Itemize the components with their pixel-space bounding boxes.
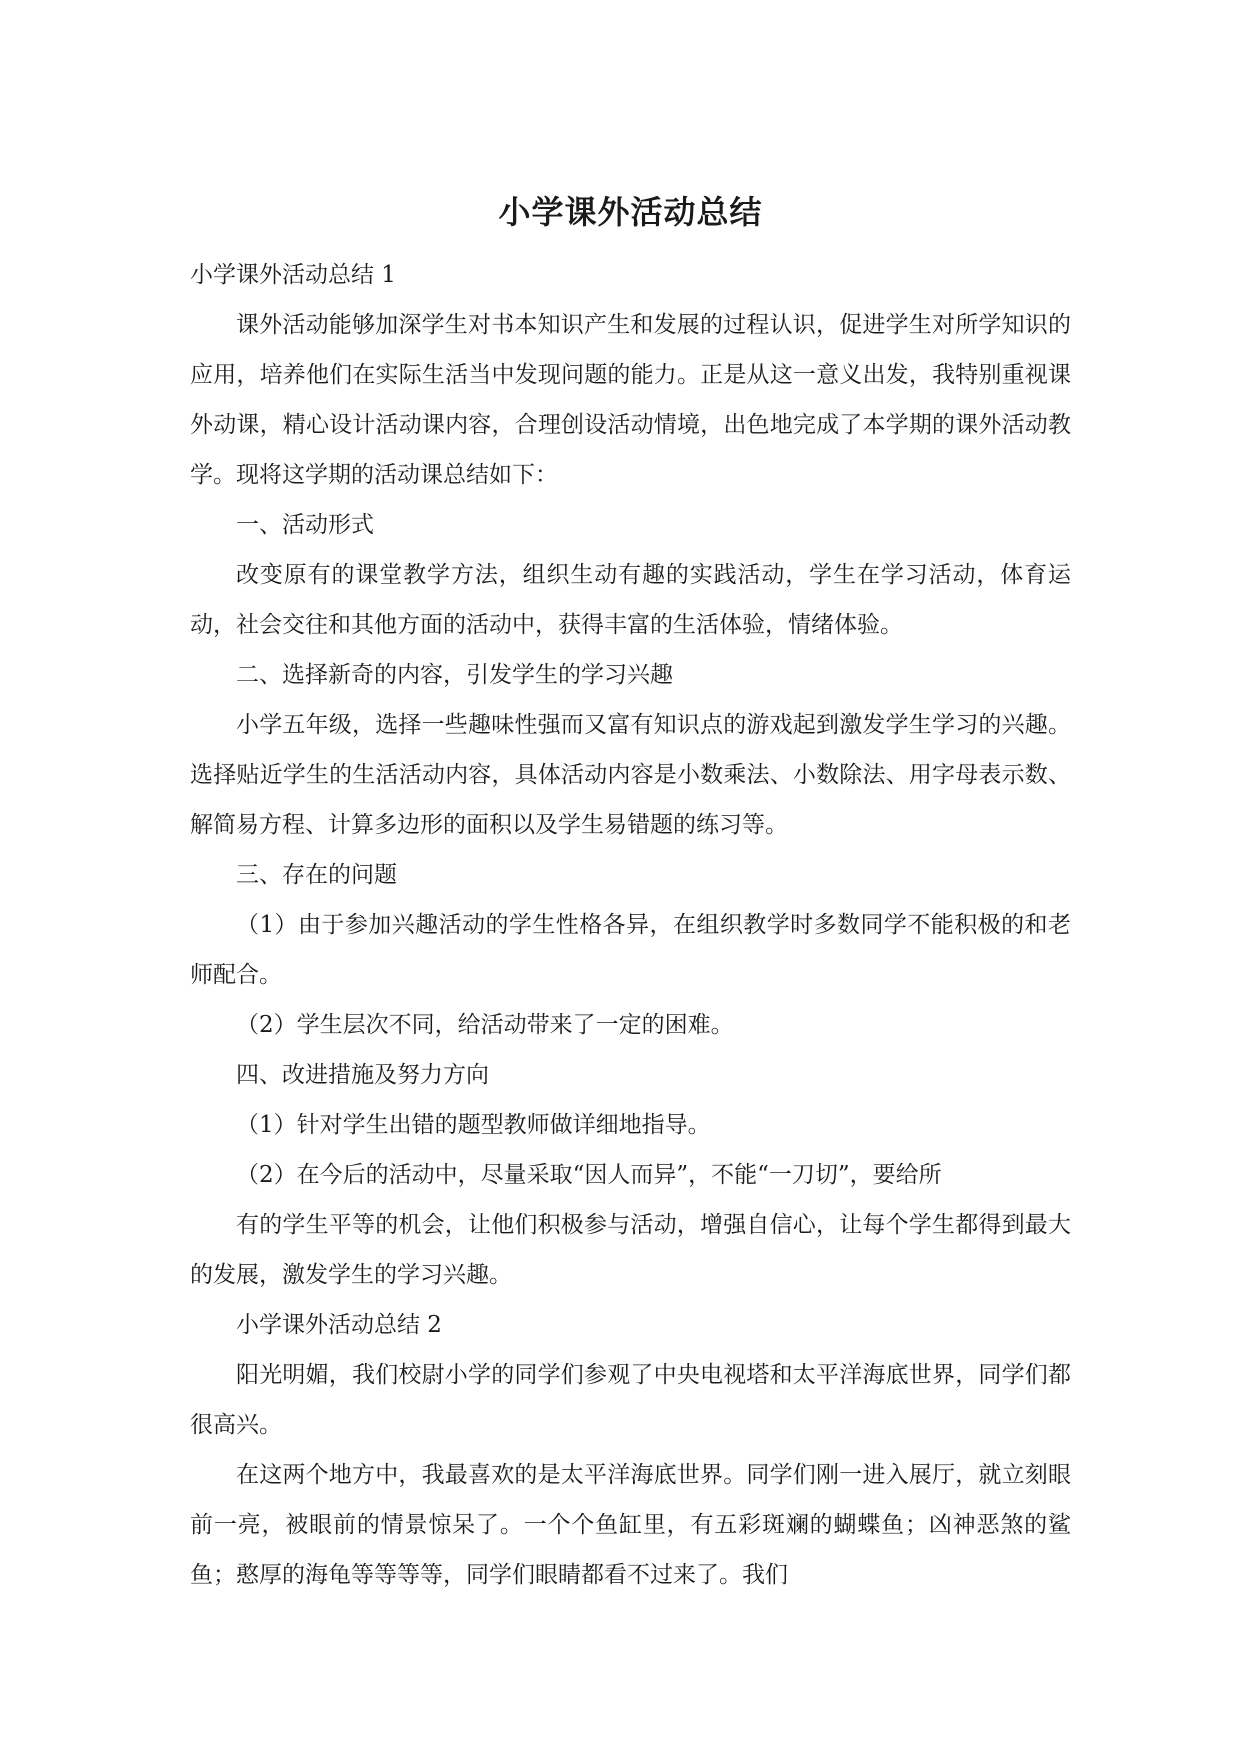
list-item: （2）学生层次不同，给活动带来了一定的困难。 — [236, 1012, 734, 1038]
paragraph: 课外活动能够加深学生对书本知识产生和发展的过程认识，促进学生对所学知识的应用，培养他们在实际生活当中发现问题的能力。正是从这一意义出发，我特别重视课外动课，精心设计活动课内容，合理创设活动情境，出色地完成了本学期的课外活动教学。现将这学期的活动课总结如下： — [190, 312, 1071, 488]
paragraph: 阳光明媚，我们校尉小学的同学们参观了中央电视塔和太平洋海底世界，同学们都很高兴。 — [190, 1362, 1071, 1438]
paragraph: 小学五年级，选择一些趣味性强而又富有知识点的游戏起到激发学生学习的兴趣。选择贴近学生的生活活动内容，具体活动内容是小数乘法、小数除法、用字母表示数、解简易方程、计算多边形的面积以及学生易错题的练习等。 — [190, 712, 1071, 838]
section-heading-2: 小学课外活动总结 2 — [236, 1312, 442, 1338]
list-item: （1）由于参加兴趣活动的学生性格各异，在组织教学时多数同学不能积极的和老师配合。 — [190, 912, 1071, 988]
subheading: 一、活动形式 — [236, 512, 374, 538]
paragraph: 在这两个地方中，我最喜欢的是太平洋海底世界。同学们刚一进入展厅，就立刻眼前一亮，被眼前的情景惊呆了。一个个鱼缸里，有五彩斑斓的蝴蝶鱼；凶神恶煞的鲨鱼；憨厚的海龟等等等等，同学们眼睛都看不过来了。我们 — [190, 1462, 1071, 1588]
paragraph: 有的学生平等的机会，让他们积极参与活动，增强自信心，让每个学生都得到最大的发展，激发学生的学习兴趣。 — [190, 1212, 1071, 1288]
subheading: 三、存在的问题 — [236, 862, 397, 888]
list-item: （1）针对学生出错的题型教师做详细地指导。 — [236, 1112, 711, 1138]
paragraph: 改变原有的课堂教学方法，组织生动有趣的实践活动，学生在学习活动，体育运动，社会交往和其他方面的活动中，获得丰富的生活体验，情绪体验。 — [190, 562, 1071, 638]
section-heading-1: 小学课外活动总结 1 — [190, 262, 396, 288]
list-item: （2）在今后的活动中，尽量采取“因人而异”，不能“一刀切”，要给所 — [236, 1162, 942, 1188]
subheading: 四、改进措施及努力方向 — [236, 1062, 489, 1088]
subheading: 二、选择新奇的内容，引发学生的学习兴趣 — [236, 662, 673, 688]
document-title: 小学课外活动总结 — [498, 193, 763, 231]
